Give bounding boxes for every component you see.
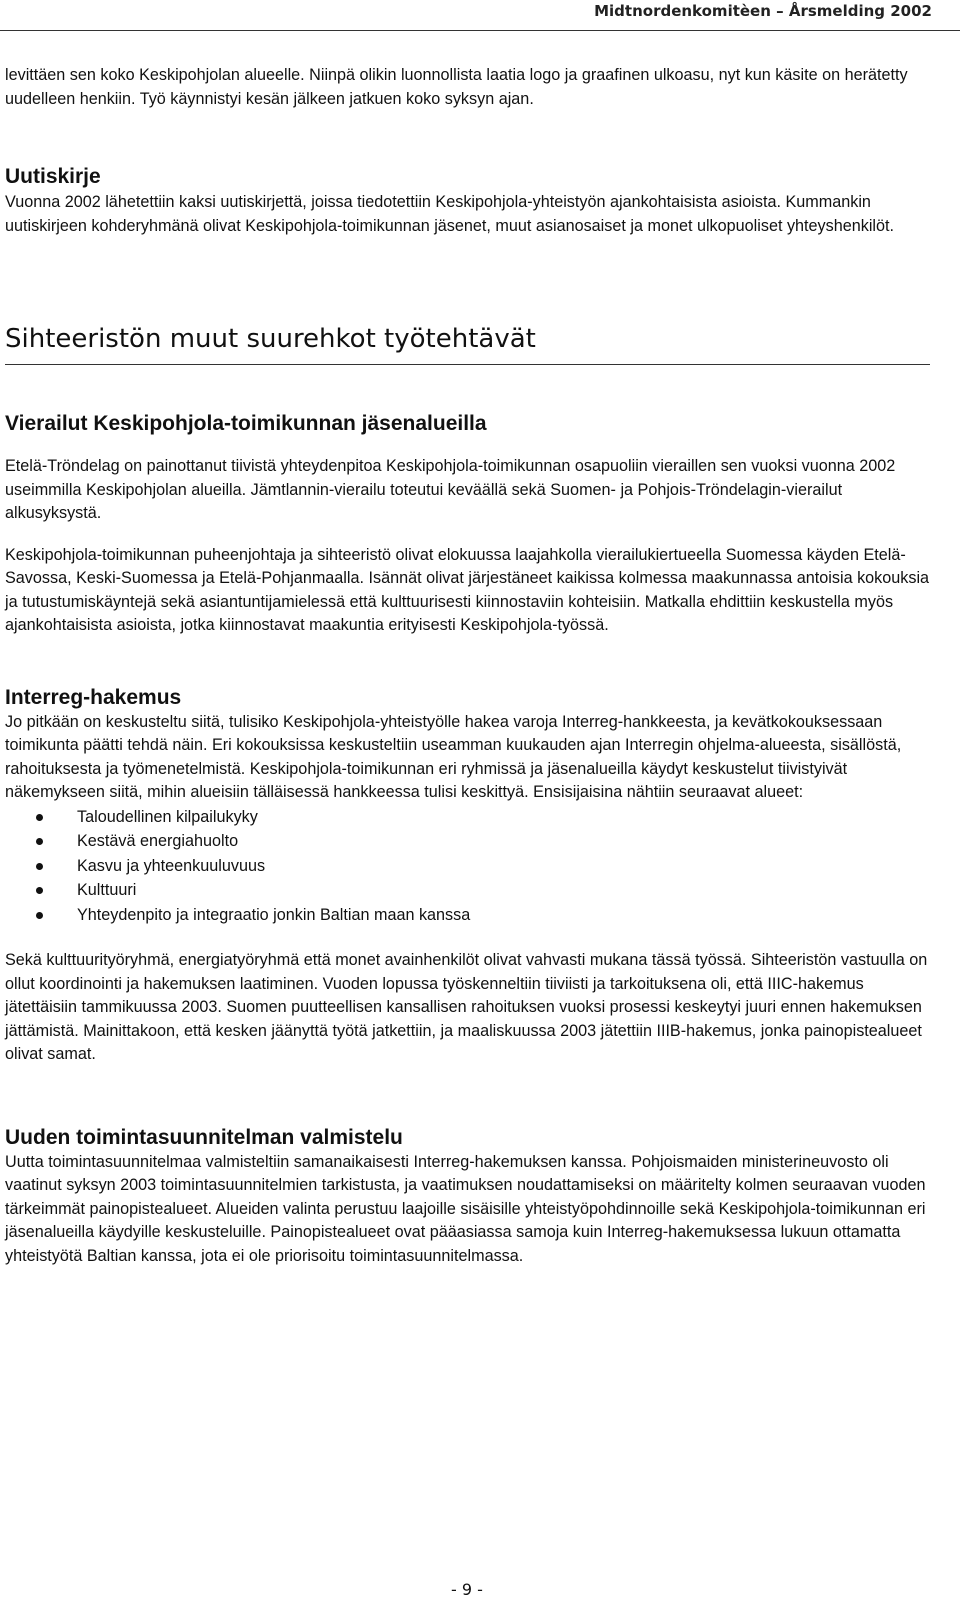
vierailut-paragraph-1: Etelä-Tröndelag on painottanut tiivistä yhteydenpitoa Keskipohjola-toimikunnan osapuoliin vieraillen sen vuoksi vuonna 2002 useimmilla Keskipohjolan alueilla. Jämtlannin-vierailu toteutui keväällä sekä Suomen- ja Pohjois-Tröndelagin-vierailut alkusyksystä.: [5, 457, 896, 522]
bullet-icon: [36, 838, 43, 845]
list-item-label: Kasvu ja yhteenkuuluvuus: [77, 856, 266, 875]
list-item-label: Kestävä energiahuolto: [77, 832, 239, 850]
bullet-icon: [36, 912, 43, 919]
document-body: [5, 64, 930, 1268]
priority-areas-list: [5, 805, 930, 928]
list-item: [5, 829, 930, 854]
section-heading: Sihteeristön muut suurehkot työtehtävät: [5, 322, 930, 365]
uutiskirje-paragraph: Vuonna 2002 lähetettiin kaksi uutiskirjettä, joissa tiedotettiin Keskipohjola-yhteistyön ajankohtaisista asioista. Kummankin uutiskirjeen kohderyhmänä olivat Keskipohjola-toimikunnan jäsenet, muut asianosaiset ja monet ulkopuoliset yhteyshenkilöt.: [5, 193, 895, 235]
interreg-paragraph-1: Jo pitkään on keskusteltu siitä, tulisiko Keskipohjola-yhteistyölle hakea varoja Interreg-hankkeesta, ja kevätkokouksessaan toimikunta päätti tehdä näin. Eri kokouksissa keskusteltiin useamman kuukauden ajan Interregin ohjelma-alueesta, sisällöstä, rahoituksesta ja työmenetelmistä. Keskipohjola-toimikunnan eri ryhmissä ja jäsenalueilla käydyt keskustelut tiivistyivät näkemykseen siitä, mihin alueisiin tälläisessä hankkeessa tulisi keskittyä. Ensisijaisina nähtiin seuraavat alueet:: [5, 712, 902, 801]
list-item-label: Taloudellinen kilpailukyky: [77, 807, 258, 826]
bullet-icon: [36, 887, 43, 894]
list-item: [5, 903, 930, 928]
list-item: [5, 878, 930, 903]
interreg-paragraph-2: Sekä kulttuurityöryhmä, energiatyöryhmä että monet avainhenkilöt olivat vahvasti mukana tässä työssä. Sihteeristön vastuulla on ollut koordinointi ja hakemuksen laatiminen. Vuoden lopussa työskenneltiin tiiviisti ja tarkoituksena oli, että IIIC-hakemus jätettäisiin tammikuussa 2003. Suomen puutteellisen kansallisen rahoituksen vuoksi prosessi keskeytyi juuri ennen hakemuksen jättämistä. Mainittakoon, että kesken jäänyttä työtä jatkettiin, ja maaliskuussa 2003 jätettiin IIIB-hakemus, jonka painopistealueet olivat samat.: [5, 951, 928, 1063]
interreg-heading: Interreg-hakemus: [5, 685, 182, 709]
toimintasuunnitelma-paragraph: Uutta toimintasuunnitelmaa valmisteltiin samanaikaisesti Interreg-hakemuksen kanssa. Pohjoismaiden ministerineuvosto oli vaatinut syksyn 2003 toimintasuunnitelmien tarkistusta, ja vaatimuksen noudattamiseksi on määritelty kolmen seuraavan vuoden tärkeimmät painopistealueet. Alueiden valinta perustuu laajoille sisäisille yhteistyöpohdinnoille sekä Keskipohjola-toimikunnan eri jäsenalueilla käydyille keskusteluille. Painopistealueet ovat pääasiassa samoja kuin Interreg-hakemuksessa lukuun ottamatta yhteistyötä Baltian kanssa, jota ei ole priorisoitu toimintasuunnitelmassa.: [5, 1152, 926, 1265]
toimintasuunnitelma-heading: Uuden toimintasuunnitelman valmistelu: [5, 1125, 403, 1149]
bullet-icon: [36, 814, 43, 821]
page-number: - 9 -: [451, 1580, 483, 1599]
header-rule: [0, 30, 960, 31]
list-item-label: Kulttuuri: [77, 881, 137, 899]
vierailut-paragraph-2: Keskipohjola-toimikunnan puheenjohtaja ja sihteeristö olivat elokuussa laajahkolla vierailukiertueella Suomessa käyden Etelä-Savossa, Keski-Suomessa ja Etelä-Pohjanmaalla. Isännät olivat järjestäneet kaikissa kolmessa maakunnassa antoisia kokouksia ja tutustumiskäyntejä sekä asiantuntijamielessä että kulttuurisesti kiinnostaviin kohteisiin. Matkalla ehdittiin keskustella myös ajankohtaisista asioista, jotka kiinnostavat maakuntia erityisesti Keskipohjola-työssä.: [5, 545, 930, 634]
list-item-label: Yhteydenpito ja integraatio jonkin Baltian maan kanssa: [77, 905, 471, 924]
intro-paragraph: levittäen sen koko Keskipohjolan alueelle. Niinpä olikin luonnollista laatia logo ja graafinen ulkoasu, nyt kun käsite on herätetty uudelleen henkiin. Työ käynnistyi kesän jälkeen jatkuen koko syksyn ajan.: [5, 66, 908, 108]
uutiskirje-heading: Uutiskirje: [5, 165, 101, 188]
list-item: [5, 854, 930, 879]
vierailut-heading: Vierailut Keskipohjola-toimikunnan jäsenalueilla: [5, 412, 487, 435]
bullet-icon: [36, 863, 43, 870]
page-header: [0, 2, 932, 28]
header-title: Midtnordenkomitèen – Årsmelding 2002: [594, 2, 932, 20]
list-item: [5, 805, 930, 830]
